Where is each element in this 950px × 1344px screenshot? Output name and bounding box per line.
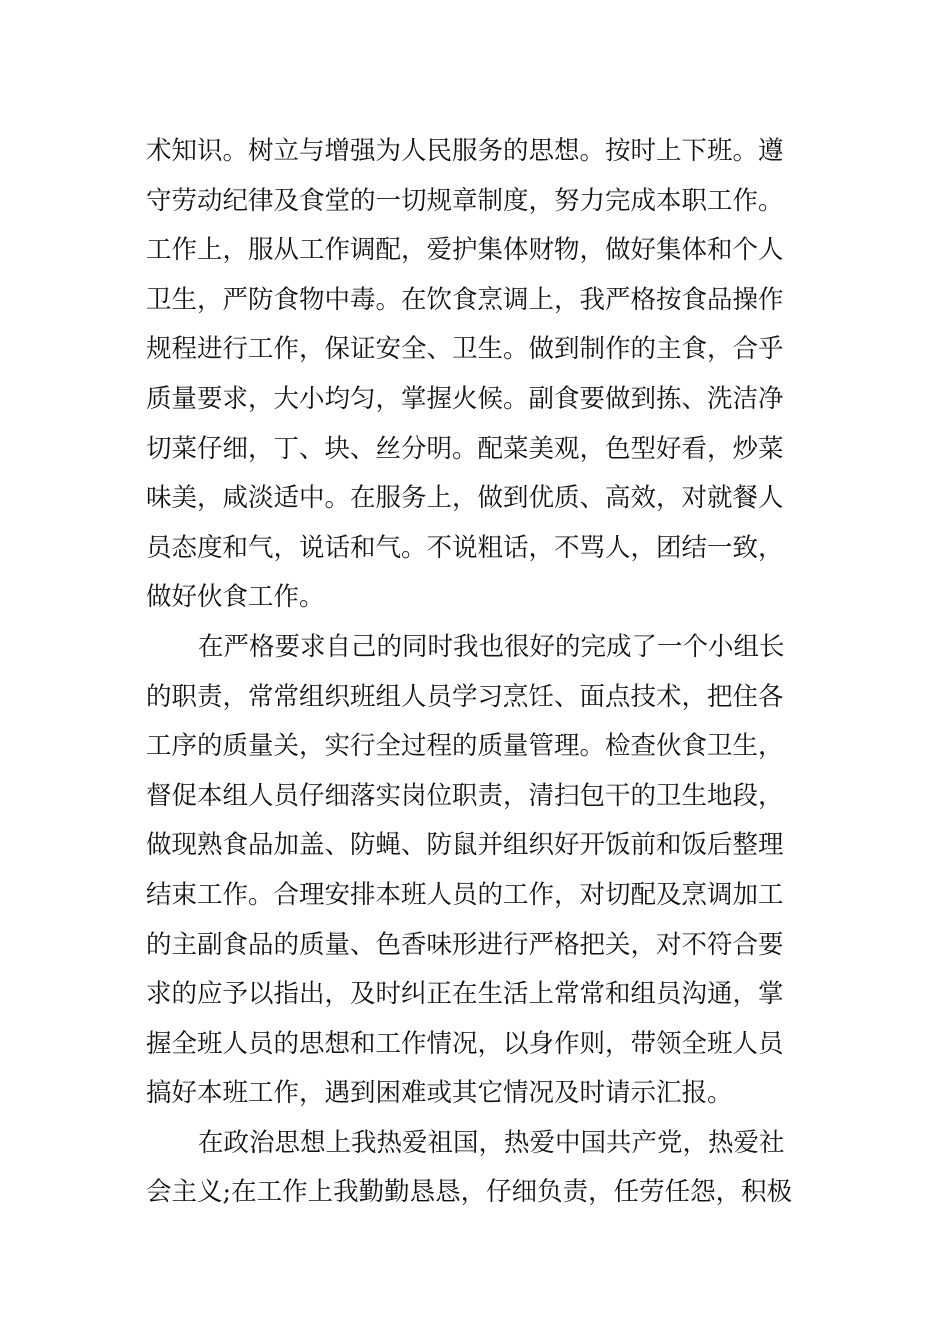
text-line: 规程进行工作，保证安全、卫生。做到制作的主食，合乎 xyxy=(146,334,784,365)
text-line: 卫生，严防食物中毒。在饮食烹调上，我严格按食品操作 xyxy=(146,284,784,315)
text-line: 守劳动纪律及食堂的一切规章制度，努力完成本职工作。 xyxy=(146,185,784,216)
text-line: 握全班人员的思想和工作情况，以身作则，带领全班人员 xyxy=(146,1028,784,1059)
body-text xyxy=(146,127,811,1218)
text-line: 员态度和气，说话和气。不说粗话，不骂人，团结一致， xyxy=(146,532,784,563)
text-line: 做现熟食品加盖、防蝇、防鼠并组织好开饭前和饭后整理 xyxy=(146,830,784,861)
text-line: 督促本组人员仔细落实岗位职责，清扫包干的卫生地段， xyxy=(146,780,784,811)
text-line: 求的应予以指出，及时纠正在生活上常常和组员沟通，掌 xyxy=(146,979,784,1010)
paragraph-start-line: 在严格要求自己的同时我也很好的完成了一个小组长 xyxy=(198,631,785,662)
text-line: 的主副食品的质量、色香味形进行严格把关，对不符合要 xyxy=(146,929,784,960)
text-line: 结束工作。合理安排本班人员的工作，对切配及烹调加工 xyxy=(146,879,784,910)
text-line: 工序的质量关，实行全过程的质量管理。检查伙食卫生， xyxy=(146,731,784,762)
text-line: 搞好本班工作，遇到困难或其它情况及时请示汇报。 xyxy=(146,1078,733,1109)
text-line: 做好伙食工作。 xyxy=(146,582,325,613)
text-line: 的职责，常常组织班组人员学习烹饪、面点技术，把住各 xyxy=(146,681,784,712)
text-line: 会主义;在工作上我勤勤恳恳，仔细负责，任劳任怨，积极 xyxy=(146,1177,793,1208)
text-line: 味美，咸淡适中。在服务上，做到优质、高效，对就餐人 xyxy=(146,483,784,514)
text-line: 术知识。树立与增强为人民服务的思想。按时上下班。遵 xyxy=(146,136,784,166)
text-line: 切菜仔细，丁、块、丝分明。配菜美观，色型好看，炒菜 xyxy=(146,433,784,464)
text-line: 质量要求，大小均匀，掌握火候。副食要做到拣、洗洁净 xyxy=(146,383,784,414)
text-line: 工作上，服从工作调配，爱护集体财物，做好集体和个人 xyxy=(146,235,784,266)
paragraph-start-line: 在政治思想上我热爱祖国，热爱中国共产党，热爱社 xyxy=(198,1127,785,1158)
